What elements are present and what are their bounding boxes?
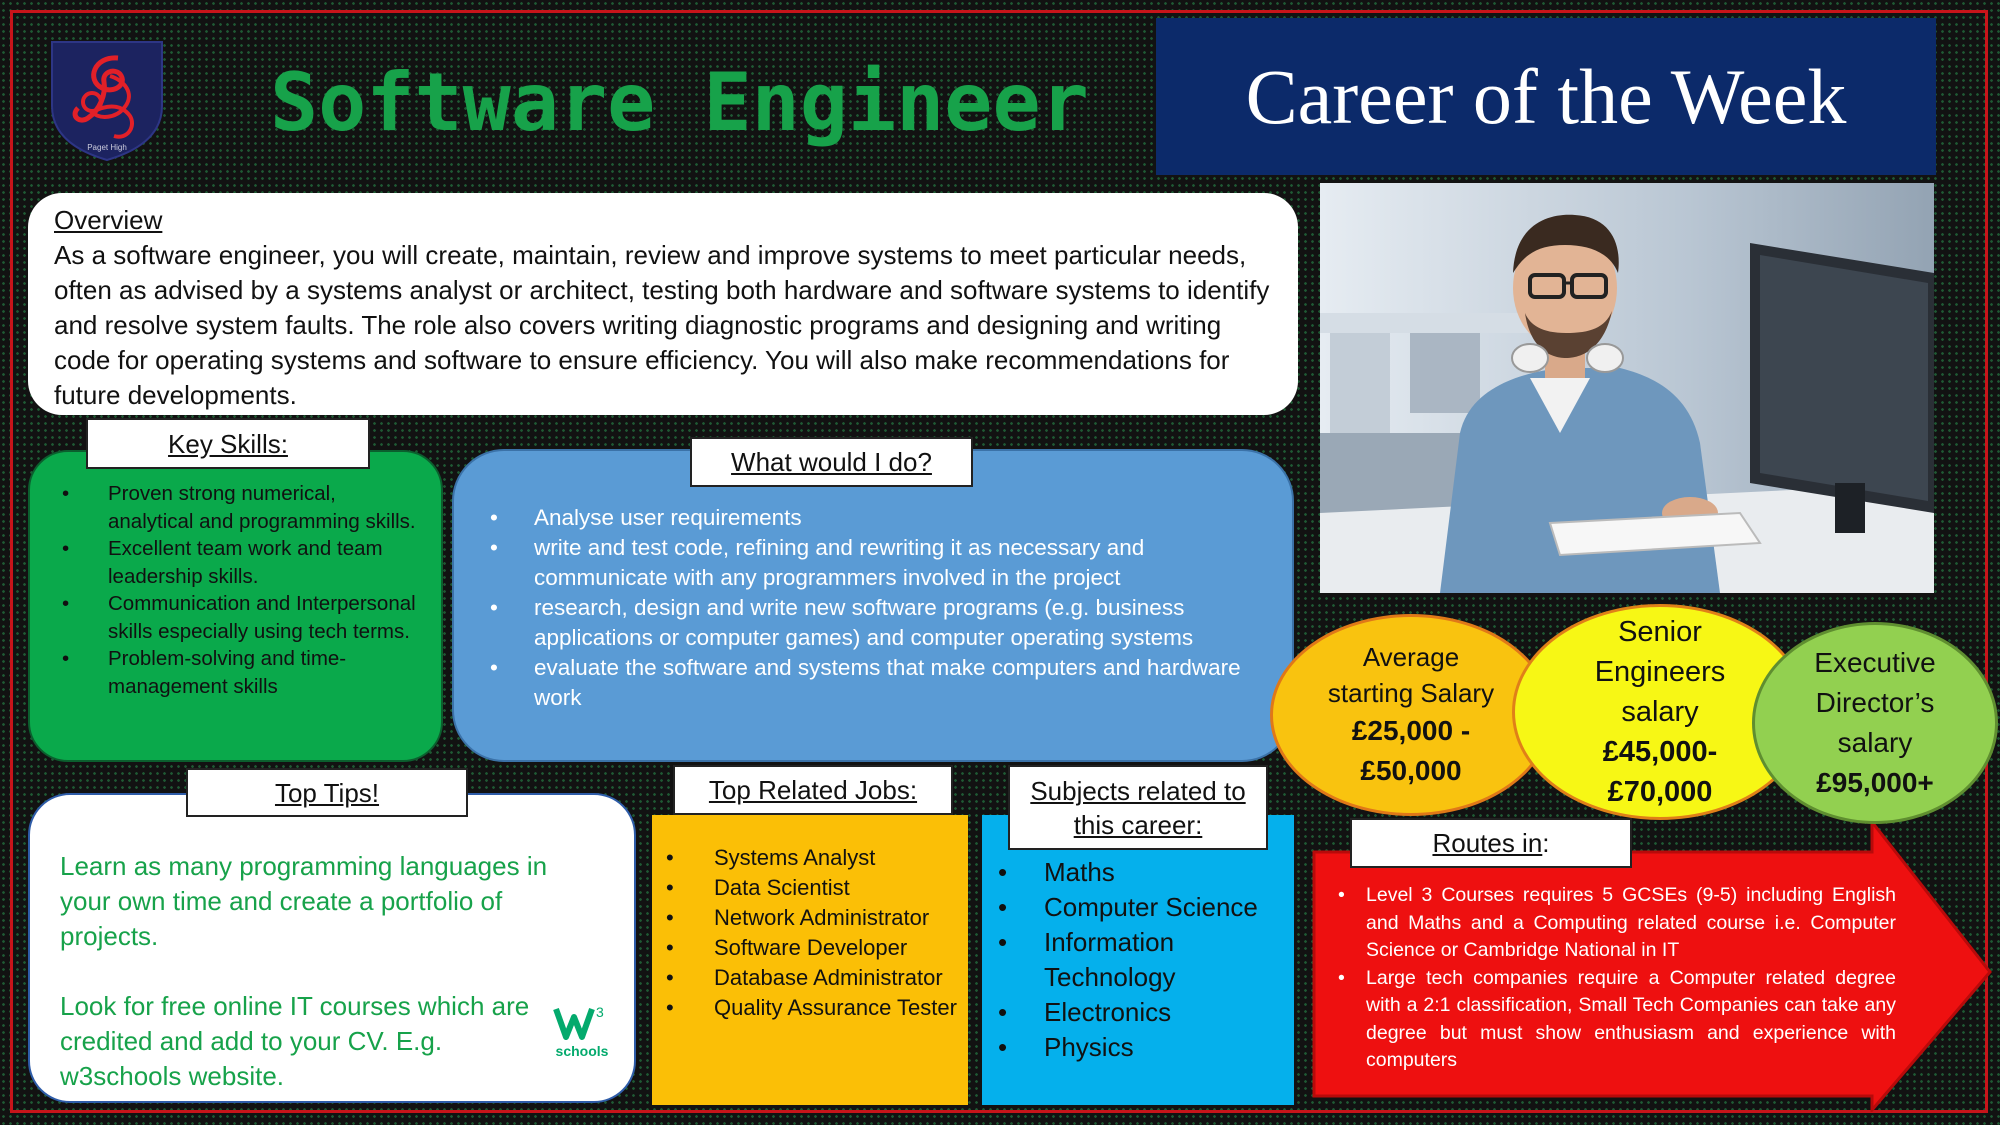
list-item: • Electronics <box>994 995 1290 1030</box>
w3schools-logo <box>552 1003 612 1065</box>
overview-text: As a software engineer, you will create, maintain, review and improve systems to meet particular needs, often as advised by a systems analyst or architect, testing both hardware and software systems to identify and resolve system faults. The role also covers writing diagnostic programs and designing and writing code for operating systems and software to ensure efficiency. You will also make recommendations for future developments. <box>54 240 1270 410</box>
routes-in-label-text: Routes in <box>1432 828 1543 858</box>
related-jobs-label: Top Related Jobs: <box>673 765 953 815</box>
list-item: • Physics <box>994 1030 1290 1065</box>
list-item: • Maths <box>994 855 1290 890</box>
list-item: • Database Administrator <box>662 963 964 993</box>
list-item: • Level 3 Courses requires 5 GCSEs (9-5) including English and Maths and a Computing related course i.e. Computer Science or Cambridge National in IT <box>1334 882 1896 965</box>
career-of-the-week-banner: Career of the Week <box>1156 18 1936 175</box>
list-item: • Systems Analyst <box>662 843 964 873</box>
routes-in-text <box>1334 882 1896 1075</box>
list-item: • Quality Assurance Tester <box>662 993 964 1023</box>
list-item: • Data Scientist <box>662 873 964 903</box>
page-title: Software Engineer <box>270 56 1089 149</box>
salary-bubble-executive <box>1752 622 1998 824</box>
what-would-i-do-panel <box>452 449 1294 762</box>
salary-label: Average starting Salary <box>1327 642 1495 708</box>
salary-bubble-average <box>1270 614 1552 816</box>
related-jobs-list <box>662 843 964 1023</box>
salary-label: Executive Director’s salary <box>1814 647 1936 758</box>
list-item: • Software Developer <box>662 933 964 963</box>
list-item: • Excellent team work and team leadership skills. <box>58 535 423 590</box>
w3schools-logo-text: schools <box>555 1043 609 1059</box>
overview-panel <box>28 193 1298 415</box>
key-skills-label: Key Skills: <box>86 418 370 469</box>
key-skills-list <box>58 480 423 700</box>
routes-in-label-colon: : <box>1542 828 1550 858</box>
list-item: • Communication and Interpersonal skills especially using tech terms. <box>58 590 423 645</box>
salary-amount: £45,000- £70,000 <box>1602 736 1718 808</box>
related-jobs-panel <box>652 815 968 1105</box>
overview-heading: Overview <box>54 205 163 235</box>
list-item: • Large tech companies require a Computer related degree with a 2:1 classification, Small Tech Companies can take any degree but must show enthusiasm and experience with computers <box>1334 965 1896 1075</box>
salary-label: Senior Engineers salary <box>1594 616 1726 728</box>
salary-amount: £95,000+ <box>1816 767 1934 798</box>
subjects-panel <box>982 815 1294 1105</box>
top-tips-panel <box>28 793 636 1103</box>
tip-text: Learn as many programming languages in your own time and create a portfolio of projects. <box>60 851 548 951</box>
top-tips-label: Top Tips! <box>186 768 468 817</box>
list-item: • write and test code, refining and rewriting it as necessary and communicate with any programmers involved in the project <box>484 533 1262 593</box>
list-item: • Computer Science <box>994 890 1290 925</box>
subjects-label: Subjects related to this career: <box>1008 765 1268 850</box>
logo-caption: Paget High <box>87 143 127 152</box>
what-would-i-do-label: What would I do? <box>690 437 973 487</box>
salary-amount: £25,000 - £50,000 <box>1351 715 1471 786</box>
engineer-photo <box>1320 183 1934 593</box>
list-item: • evaluate the software and systems that make computers and hardware work <box>484 653 1262 713</box>
list-item: • Problem-solving and time-management skills <box>58 645 423 700</box>
list-item: • Information Technology <box>994 925 1290 995</box>
school-logo <box>44 36 170 164</box>
svg-text:3: 3 <box>596 1004 604 1020</box>
list-item: • Analyse user requirements <box>484 503 1262 533</box>
what-would-i-do-list <box>484 503 1262 713</box>
routes-in-list <box>1334 882 1896 1075</box>
list-item: • Network Administrator <box>662 903 964 933</box>
subjects-list <box>994 855 1290 1065</box>
routes-in-label <box>1350 818 1632 868</box>
key-skills-panel <box>28 450 443 762</box>
tip-text: Look for free online IT courses which are credited and add to your CV. E.g. w3schools website. <box>60 991 530 1091</box>
list-item: • Proven strong numerical, analytical and programming skills. <box>58 480 423 535</box>
list-item: • research, design and write new software programs (e.g. business applications or computer games) and computer operating systems <box>484 593 1262 653</box>
